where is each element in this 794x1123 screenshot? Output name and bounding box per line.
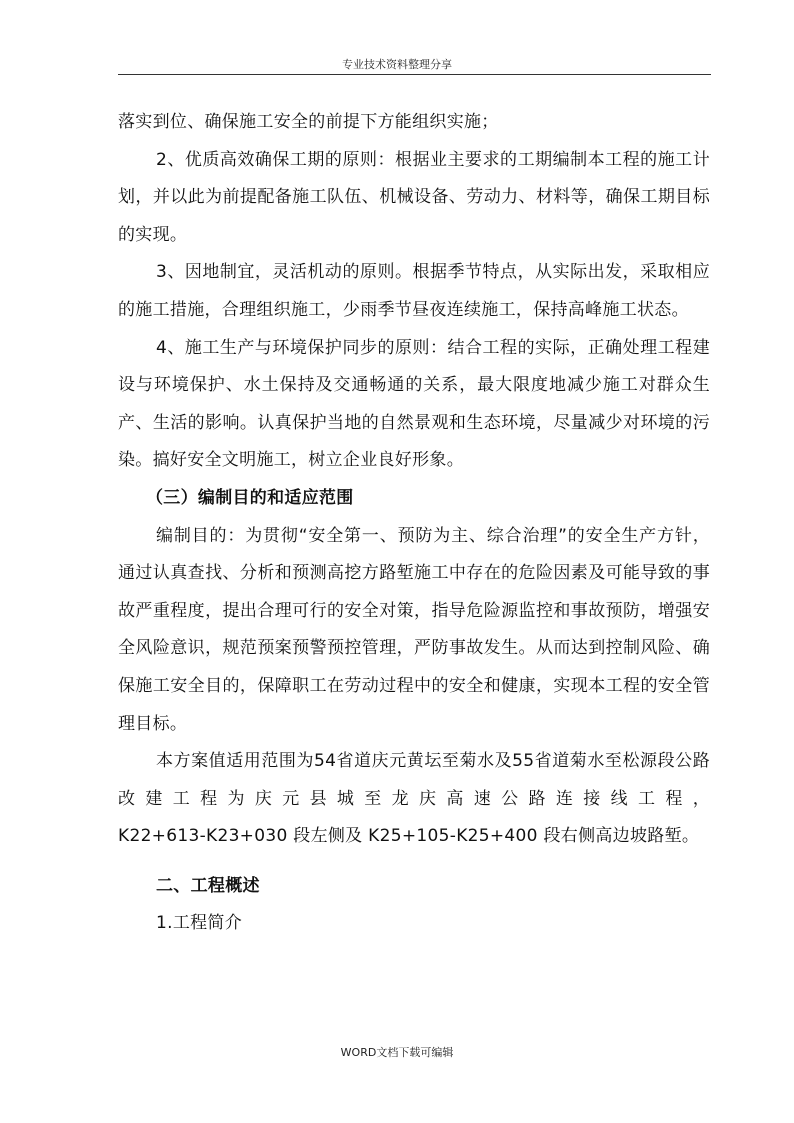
- paragraph-principle-3: 3、因地制宜，灵活机动的原则。根据季节特点，从实际出发，采取相应的施工措施，合理组织施工，少雨季节昼夜连续施工，保持高峰施工状态。: [118, 262, 710, 320]
- paragraph-purpose: 编制目的：为贯彻“安全第一、预防为主、综合治理”的安全生产方针，通过认真查找、分析和预测高挖方路堑施工中存在的危险因素及可能导致的事故严重程度，提出合理可行的安全对策，指导危险源监控和事故预防，增强安全风险意识，规范预案预警预控管理，严防事故发生。从而达到控制风险、确保施工安全目的，保障职工在劳动过程中的安全和健康，实现本工程的安全管理目标。: [118, 525, 710, 734]
- paragraph-principle-4: 4、施工生产与环境保护同步的原则：结合工程的实际，正确处理工程建设与环境保护、水土保持及交通畅通的关系，最大限度地减少施工对群众生产、生活的影响。认真保护当地的自然景观和生态环境，尽量减少对环境的污染。搞好安全文明施工，树立企业良好形象。: [118, 337, 710, 471]
- subheading-project-intro: 1.工程简介: [156, 913, 243, 934]
- paragraph-scope: 本方案值适用范围为54省道庆元黄坛至菊水及55省道菊水至松源段公路改建工程为庆元县城至龙庆高速公路连接线工程，: [118, 751, 710, 809]
- paragraph-scope-stations: K22+613-K23+030 段左侧及 K25+105-K25+400 段右侧高边坡路堑。: [118, 826, 700, 847]
- page-footer: WORD文档下载可编辑: [340, 1046, 454, 1059]
- section-heading-purpose-scope: （三）编制目的和适应范围: [146, 487, 354, 508]
- header-divider: [118, 74, 711, 75]
- paragraph-continuation: 落实到位、确保施工安全的前提下方能组织实施；: [118, 112, 499, 132]
- paragraph-principle-2: 2、优质高效确保工期的原则：根据业主要求的工期编制本工程的施工计划，并以此为前提配备施工队伍、机械设备、劳动力、材料等，确保工期目标的实现。: [118, 149, 710, 245]
- document-body: [118, 104, 710, 943]
- section-heading-project-overview: 二、工程概述: [156, 875, 260, 896]
- page-header: 专业技术资料整理分享: [342, 58, 452, 71]
